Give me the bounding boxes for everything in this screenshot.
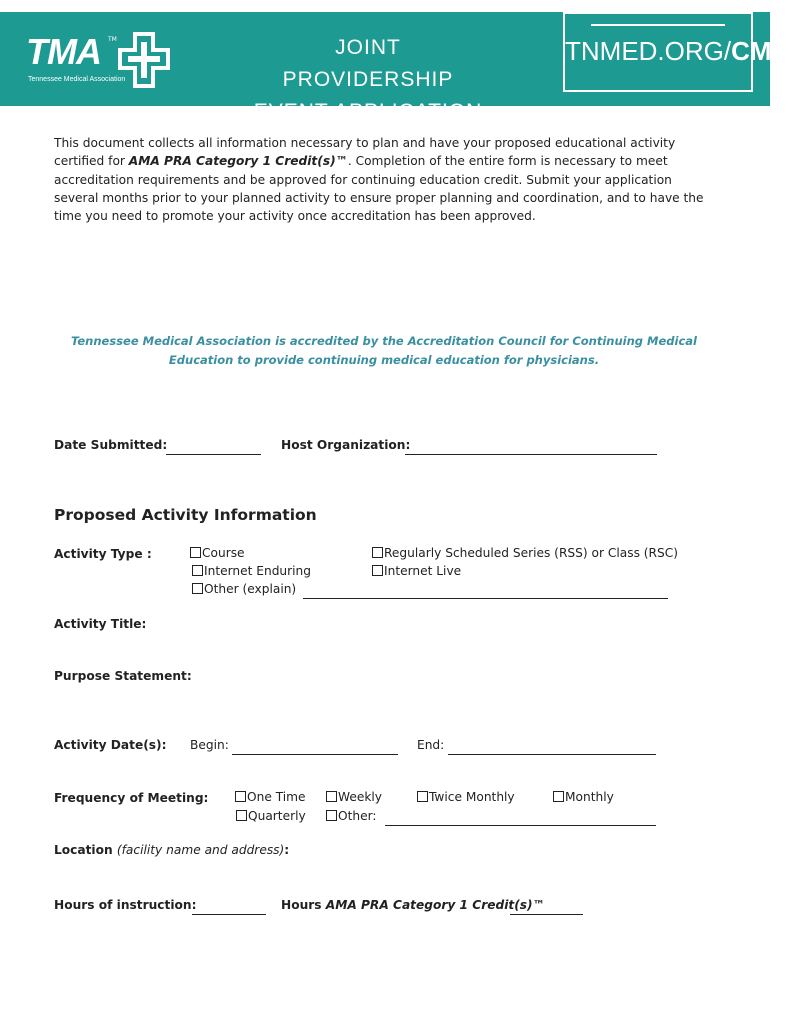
location-label — [54, 843, 289, 857]
checkbox-internet-live[interactable] — [372, 565, 383, 576]
location-hint: (facility name and address) — [116, 843, 285, 857]
date-submitted-label: Date Submitted: — [54, 438, 168, 452]
option-weekly[interactable] — [326, 790, 382, 804]
url-box — [563, 12, 789, 92]
option-quarterly-label: Quarterly — [248, 809, 306, 823]
url-text — [565, 36, 789, 67]
checkbox-rss[interactable] — [372, 547, 383, 558]
intro-part-2: . Completion of the entire form is necessary to meet accreditation requirements and be approved for continuing education credit. Submit your application several months prior to your planned activity to ensure proper planning and coordination, and to have the time you need to promote your activity once accreditation has been approved. — [54, 154, 704, 224]
logo-text: TMA — [26, 31, 101, 72]
hours-credit-field[interactable] — [510, 901, 583, 915]
checkbox-internet-enduring[interactable] — [192, 565, 203, 576]
option-internet-live[interactable] — [372, 564, 461, 578]
location-label-text: Location — [54, 843, 113, 857]
activity-title-label: Activity Title: — [54, 617, 147, 631]
logo-subtitle: Tennessee Medical Association — [28, 76, 126, 83]
date-submitted-field[interactable] — [166, 441, 261, 455]
checkbox-monthly[interactable] — [553, 791, 564, 802]
hours-credit-label — [281, 898, 545, 912]
intro-part-1: This document collects all information necessary to plan and have your proposed educational activity certified for — [54, 136, 676, 169]
checkbox-course[interactable] — [190, 547, 201, 558]
url-divider — [591, 24, 725, 26]
option-rss-label: Regularly Scheduled Series (RSS) or Class (RSC) — [384, 546, 679, 560]
checkbox-one-time[interactable] — [235, 791, 246, 802]
hours-credit-prefix: Hours — [281, 898, 326, 912]
option-other-explain[interactable] — [192, 582, 296, 596]
hours-credit-term: AMA PRA Category 1 Credit(s)™ — [325, 898, 545, 912]
purpose-statement-label: Purpose Statement: — [54, 669, 192, 683]
host-organization-label: Host Organization: — [281, 438, 411, 452]
option-monthly-label: Monthly — [565, 790, 614, 804]
tma-logo — [26, 30, 176, 92]
option-course[interactable] — [190, 546, 245, 560]
option-twice-monthly-label: Twice Monthly — [429, 790, 515, 804]
end-date-field[interactable] — [448, 741, 656, 755]
checkbox-other-explain[interactable] — [192, 583, 203, 594]
option-internet-enduring[interactable] — [192, 564, 311, 578]
begin-date-field[interactable] — [232, 741, 398, 755]
option-other[interactable] — [326, 809, 377, 823]
activity-type-label: Activity Type : — [54, 547, 152, 561]
host-organization-field[interactable] — [405, 441, 657, 455]
accreditation-statement: Tennessee Medical Association is accredited by the Accreditation Council for Continuing Medical Education to provide continuing medical education for physicians. — [71, 334, 697, 367]
hours-instruction-label: Hours of instruction: — [54, 898, 197, 912]
other-explain-field[interactable] — [303, 585, 668, 599]
activity-dates-label: Activity Date(s): — [54, 738, 167, 752]
option-twice-monthly[interactable] — [417, 790, 515, 804]
hours-instruction-field[interactable] — [192, 901, 266, 915]
option-internet-enduring-label: Internet Enduring — [204, 564, 312, 578]
page-title — [250, 32, 486, 128]
option-one-time[interactable] — [235, 790, 306, 804]
logo-trademark: TM — [108, 36, 117, 43]
checkbox-weekly[interactable] — [326, 791, 337, 802]
intro-paragraph — [54, 134, 714, 225]
option-weekly-label: Weekly — [338, 790, 382, 804]
frequency-label: Frequency of Meeting: — [54, 791, 209, 805]
section-title: Proposed Activity Information — [54, 506, 317, 524]
title-line-2: EVENT APPLICATION — [253, 100, 483, 123]
url-prefix: TNMED.ORG/ — [565, 36, 732, 66]
option-other-explain-label: Other (explain) — [204, 582, 297, 596]
option-one-time-label: One Time — [247, 790, 306, 804]
option-other-label: Other: — [338, 809, 377, 823]
option-rss[interactable] — [372, 546, 678, 560]
checkbox-other[interactable] — [326, 810, 337, 821]
cross-icon — [118, 32, 170, 88]
option-internet-live-label: Internet Live — [384, 564, 462, 578]
end-label: End: — [417, 738, 445, 752]
checkbox-twice-monthly[interactable] — [417, 791, 428, 802]
intro-credit-term: AMA PRA Category 1 Credit(s)™ — [128, 154, 348, 169]
location-colon: : — [284, 843, 290, 857]
title-line-1: JOINT PROVIDERSHIP — [282, 36, 454, 91]
checkbox-quarterly[interactable] — [236, 810, 247, 821]
frequency-other-field[interactable] — [385, 812, 656, 826]
option-monthly[interactable] — [553, 790, 614, 804]
url-suffix: CME — [731, 36, 789, 66]
begin-label: Begin: — [190, 738, 229, 752]
option-quarterly[interactable] — [236, 809, 306, 823]
option-course-label: Course — [202, 546, 245, 560]
